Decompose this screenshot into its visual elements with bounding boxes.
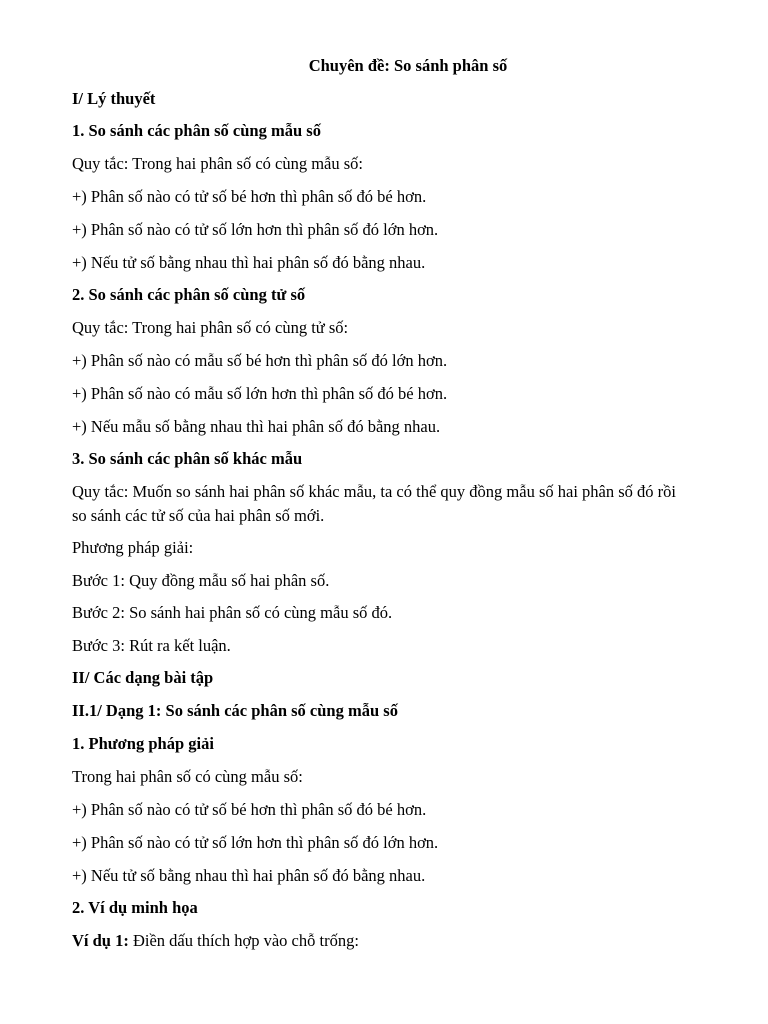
section-heading-theory: I/ Lý thuyết bbox=[72, 89, 156, 108]
example1 bbox=[72, 933, 359, 950]
example-heading: 2. Ví dụ minh họa bbox=[72, 898, 198, 917]
document-title: Chuyên đề: So sánh phân số bbox=[308, 56, 508, 75]
rule-item: +) Phân số nào có tử số lớn hơn thì phân số đó lớn hơn. bbox=[72, 220, 439, 239]
rule-item: +) Nếu tử số bằng nhau thì hai phân số đó bằng nhau. bbox=[72, 253, 426, 272]
rule-different-denominator-line1: Quy tắc: Muốn so sánh hai phân số khác mẫu, ta có thể quy đồng mẫu số hai phân số đó rồi bbox=[72, 482, 676, 501]
method-intro: Trong hai phân số có cùng mẫu số: bbox=[72, 767, 303, 786]
rule-item: +) Phân số nào có mẫu số lớn hơn thì phân số đó bé hơn. bbox=[72, 384, 448, 403]
rule-different-denominator-line2: so sánh các tử số của hai phân số mới. bbox=[72, 506, 325, 525]
step-item: Bước 3: Rút ra kết luận. bbox=[72, 636, 231, 655]
subheading-same-numerator: 2. So sánh các phân số cùng tử số bbox=[72, 285, 306, 304]
section-heading-exercises: II/ Các dạng bài tập bbox=[72, 668, 214, 687]
method-heading: 1. Phương pháp giải bbox=[72, 734, 214, 753]
example1-text: Điền dấu thích hợp vào chỗ trống: bbox=[128, 931, 359, 950]
subheading-same-denominator: 1. So sánh các phân số cùng mẫu số bbox=[72, 121, 321, 140]
rule-same-numerator: Quy tắc: Trong hai phân số có cùng tử số: bbox=[72, 318, 349, 337]
step-item: Bước 2: So sánh hai phân số có cùng mẫu số đó. bbox=[72, 603, 393, 622]
method-item: +) Nếu tử số bằng nhau thì hai phân số đó bằng nhau. bbox=[72, 866, 426, 885]
example1-label: Ví dụ 1: bbox=[72, 931, 129, 950]
rule-item: +) Nếu mẫu số bằng nhau thì hai phân số đó bằng nhau. bbox=[72, 417, 441, 436]
rule-item: +) Phân số nào có tử số bé hơn thì phân số đó bé hơn. bbox=[72, 187, 427, 206]
step-item: Bước 1: Quy đồng mẫu số hai phân số. bbox=[72, 571, 330, 590]
rule-same-denominator: Quy tắc: Trong hai phân số có cùng mẫu số: bbox=[72, 154, 364, 173]
method-item: +) Phân số nào có tử số lớn hơn thì phân số đó lớn hơn. bbox=[72, 833, 439, 852]
type1-heading: II.1/ Dạng 1: So sánh các phân số cùng mẫu số bbox=[72, 701, 398, 720]
subheading-different-denominator: 3. So sánh các phân số khác mẫu bbox=[72, 449, 303, 468]
rule-item: +) Phân số nào có mẫu số bé hơn thì phân số đó lớn hơn. bbox=[72, 351, 448, 370]
method-label: Phương pháp giải: bbox=[72, 538, 194, 557]
method-item: +) Phân số nào có tử số bé hơn thì phân số đó bé hơn. bbox=[72, 800, 427, 819]
